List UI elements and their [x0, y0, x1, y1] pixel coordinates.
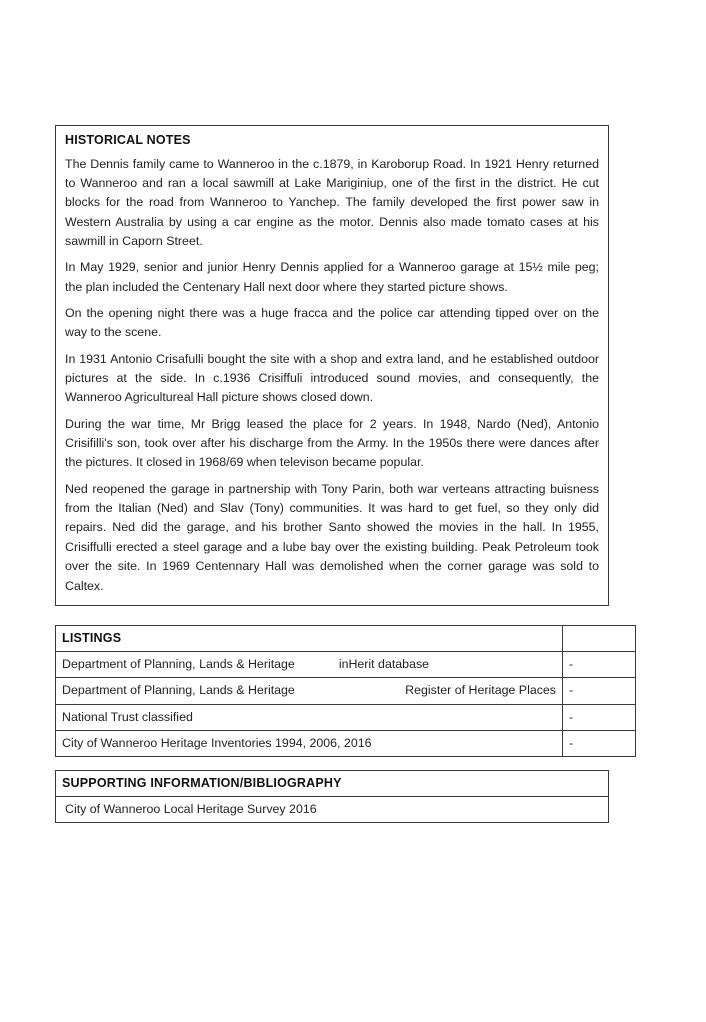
- historical-notes-paragraph: During the war time, Mr Brigg leased the place for 2 years. In 1948, Nardo (Ned), Antonio Crisifilli's son, took over after his discharge from the Army. In the 1950s there were dances after the pictures. It closed in 1968/69 when televison became popular.: [65, 416, 599, 470]
- supporting-information-entry: City of Wanneroo Local Heritage Survey 2016: [56, 797, 609, 823]
- listings-detail-text: Register of Heritage Places: [405, 683, 556, 698]
- historical-notes-title: HISTORICAL NOTES: [65, 133, 191, 147]
- historical-notes-paragraph: The Dennis family came to Wanneroo in the c.1879, in Karoborup Road. In 1921 Henry returned to Wanneroo and ran a local sawmill at Lake Mariginiup, one of the first in the district. He cut blocks for the road from Wanneroo to Yanchep. The family developed the first power saw in Western Australia by using a car engine as the motor. Dennis also made tomato cases at his sawmill in Caporn Street.: [65, 156, 599, 248]
- historical-notes-paragraph: On the opening night there was a huge fracca and the police car attending tipped over on the way to the scene.: [65, 306, 599, 340]
- table-row: [56, 678, 636, 704]
- historical-notes-box: [55, 125, 609, 606]
- listings-header-note: [563, 626, 636, 652]
- historical-notes-paragraph: In 1931 Antonio Crisafulli bought the site with a shop and extra land, and he established outdoor pictures at the side. In c.1936 Crisiffuli introduced sound movies, and consequently, the Wanneroo Agricultureal Hall picture shows closed down.: [65, 351, 599, 405]
- table-row: [56, 797, 609, 823]
- table-row: [56, 730, 636, 756]
- historical-notes-paragraph: In May 1929, senior and junior Henry Dennis applied for a Wanneroo garage at 15½ mile peg; the plan included the Centenary Hall next door where they started picture shows.: [65, 260, 599, 294]
- supporting-information-table: [55, 770, 609, 823]
- historical-notes-paragraph: Ned reopened the garage in partnership with Tony Parin, both war verteans attracting buisness from the Italian (Ned) and Slav (Tony) communities. It was hard to get fuel, so they only did repairs. Ned did the garage, and his brother Santo showed the movies in the hall. In 1955, Crisiffulli erected a steel garage and a lube bay over the existing building. Peak Petroleum took over the site. In 1969 Centennary Hall was demolished when the corner garage was sold to Caltex.: [65, 481, 599, 593]
- listings-header-label: LISTINGS: [56, 626, 563, 652]
- listings-cell-authority: National Trust classified: [56, 704, 563, 730]
- table-row: [56, 771, 609, 797]
- table-row: [56, 626, 636, 652]
- listings-cell-authority: City of Wanneroo Heritage Inventories 1994, 2006, 2016: [56, 730, 563, 756]
- listings-authority-text: Department of Planning, Lands & Heritage: [62, 657, 295, 672]
- listings-authority-text: Department of Planning, Lands & Heritage: [62, 683, 295, 698]
- listings-cell-note: -: [563, 730, 636, 756]
- supporting-information-header: SUPPORTING INFORMATION/BIBLIOGRAPHY: [56, 771, 609, 797]
- listings-cell-authority: [56, 652, 563, 678]
- table-row: [56, 704, 636, 730]
- listings-cell-authority: [56, 678, 563, 704]
- listings-detail-text: inHerit database: [338, 657, 430, 672]
- listings-cell-note: -: [563, 704, 636, 730]
- table-row: [56, 652, 636, 678]
- listings-cell-note: -: [563, 678, 636, 704]
- listings-table: [55, 625, 636, 757]
- listings-cell-note: -: [563, 652, 636, 678]
